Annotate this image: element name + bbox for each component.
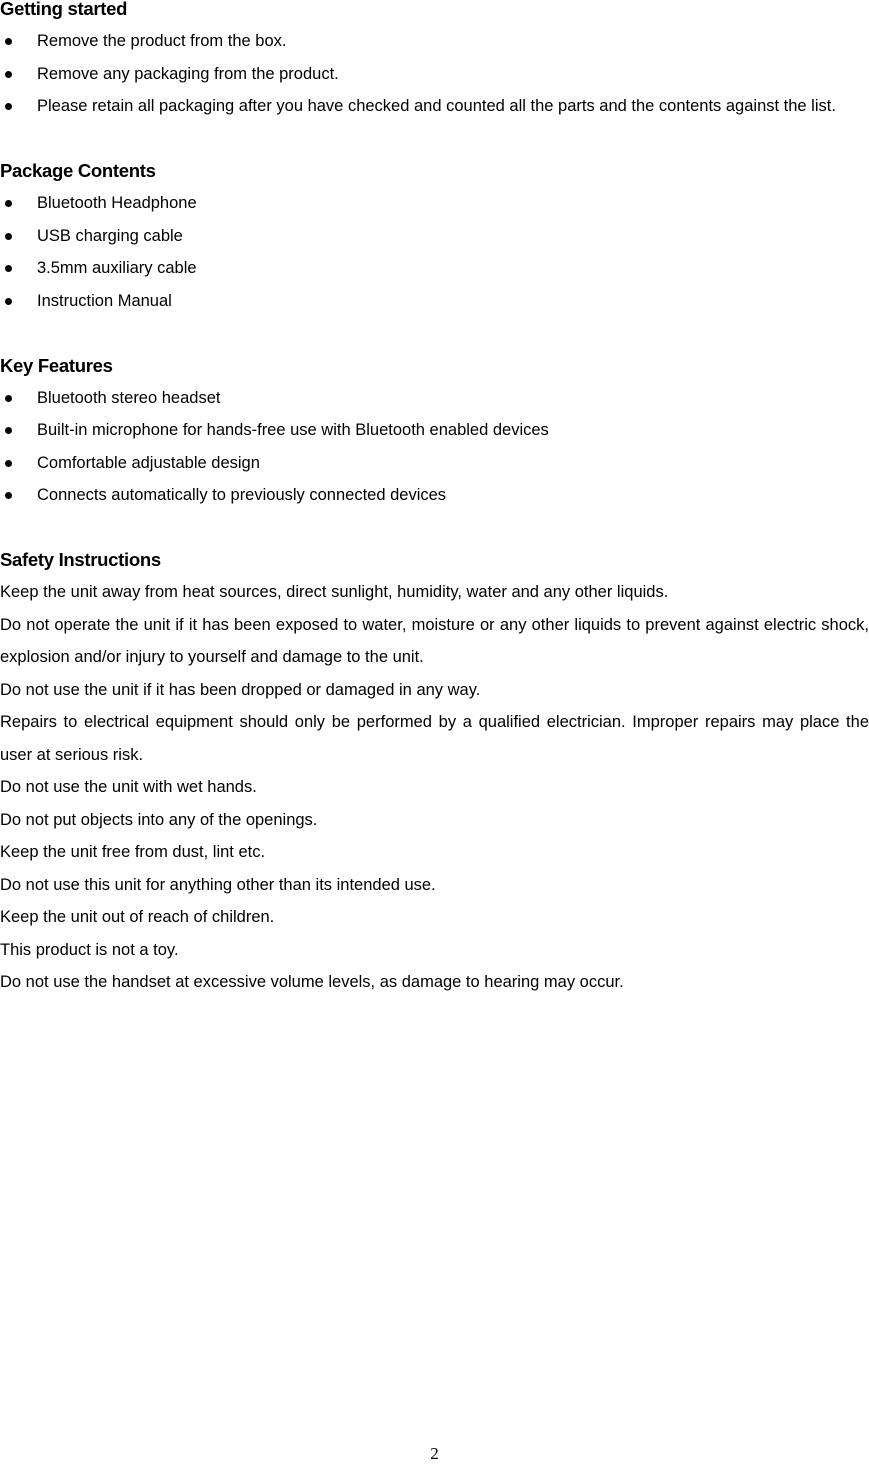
- list-item: USB charging cable: [0, 220, 869, 253]
- getting-started-list: [0, 25, 869, 123]
- page-number: 2: [430, 1444, 439, 1463]
- list-item: Bluetooth Headphone: [0, 187, 869, 220]
- key-features-list: [0, 382, 869, 512]
- safety-paragraph: Do not use the unit with wet hands.: [0, 778, 257, 796]
- package-contents-section: [0, 155, 869, 317]
- list-item: Remove the product from the box.: [0, 25, 869, 58]
- safety-paragraph: Repairs to electrical equipment should only be performed by a qualified electrician. Improper repairs may place the user at serious risk.: [0, 713, 869, 764]
- list-item: 3.5mm auxiliary cable: [0, 252, 869, 285]
- safety-instructions-section: [0, 544, 869, 999]
- list-item: Bluetooth stereo headset: [0, 382, 869, 415]
- list-item: Instruction Manual: [0, 285, 869, 318]
- list-item: Built-in microphone for hands-free use with Bluetooth enabled devices: [0, 414, 869, 447]
- safety-paragraph: This product is not a toy.: [0, 940, 179, 959]
- safety-paragraph: Do not operate the unit if it has been exposed to water, moisture or any other liquids to prevent against electric shock, explosion and/or injury to yourself and damage to the unit.: [0, 615, 869, 666]
- package-contents-heading: Package Contents: [0, 160, 156, 181]
- key-features-section: [0, 350, 869, 512]
- safety-paragraph: Keep the unit free from dust, lint etc.: [0, 843, 266, 861]
- safety-instructions-heading: Safety Instructions: [0, 549, 161, 570]
- safety-paragraph: Do not put objects into any of the openings.: [0, 810, 318, 829]
- key-features-heading: Key Features: [0, 354, 113, 376]
- getting-started-section: [0, 0, 869, 123]
- section-spacer: [0, 512, 869, 545]
- list-item: Remove any packaging from the product.: [0, 58, 869, 91]
- safety-paragraph: Keep the unit away from heat sources, direct sunlight, humidity, water and any other liquids.: [0, 583, 669, 601]
- list-item: Comfortable adjustable design: [0, 447, 869, 480]
- package-contents-list: [0, 187, 869, 317]
- getting-started-heading: Getting started: [0, 0, 128, 19]
- safety-paragraph: Keep the unit out of reach of children.: [0, 908, 275, 926]
- safety-paragraph: Do not use the unit if it has been dropped or damaged in any way.: [0, 680, 481, 699]
- section-spacer: [0, 317, 869, 350]
- section-spacer: [0, 123, 869, 156]
- list-item: Please retain all packaging after you have checked and counted all the parts and the contents against the list.: [0, 90, 869, 123]
- safety-paragraph: Do not use this unit for anything other than its intended use.: [0, 875, 436, 894]
- list-item: Connects automatically to previously connected devices: [0, 479, 869, 512]
- safety-paragraph: Do not use the handset at excessive volume levels, as damage to hearing may occur.: [0, 973, 624, 991]
